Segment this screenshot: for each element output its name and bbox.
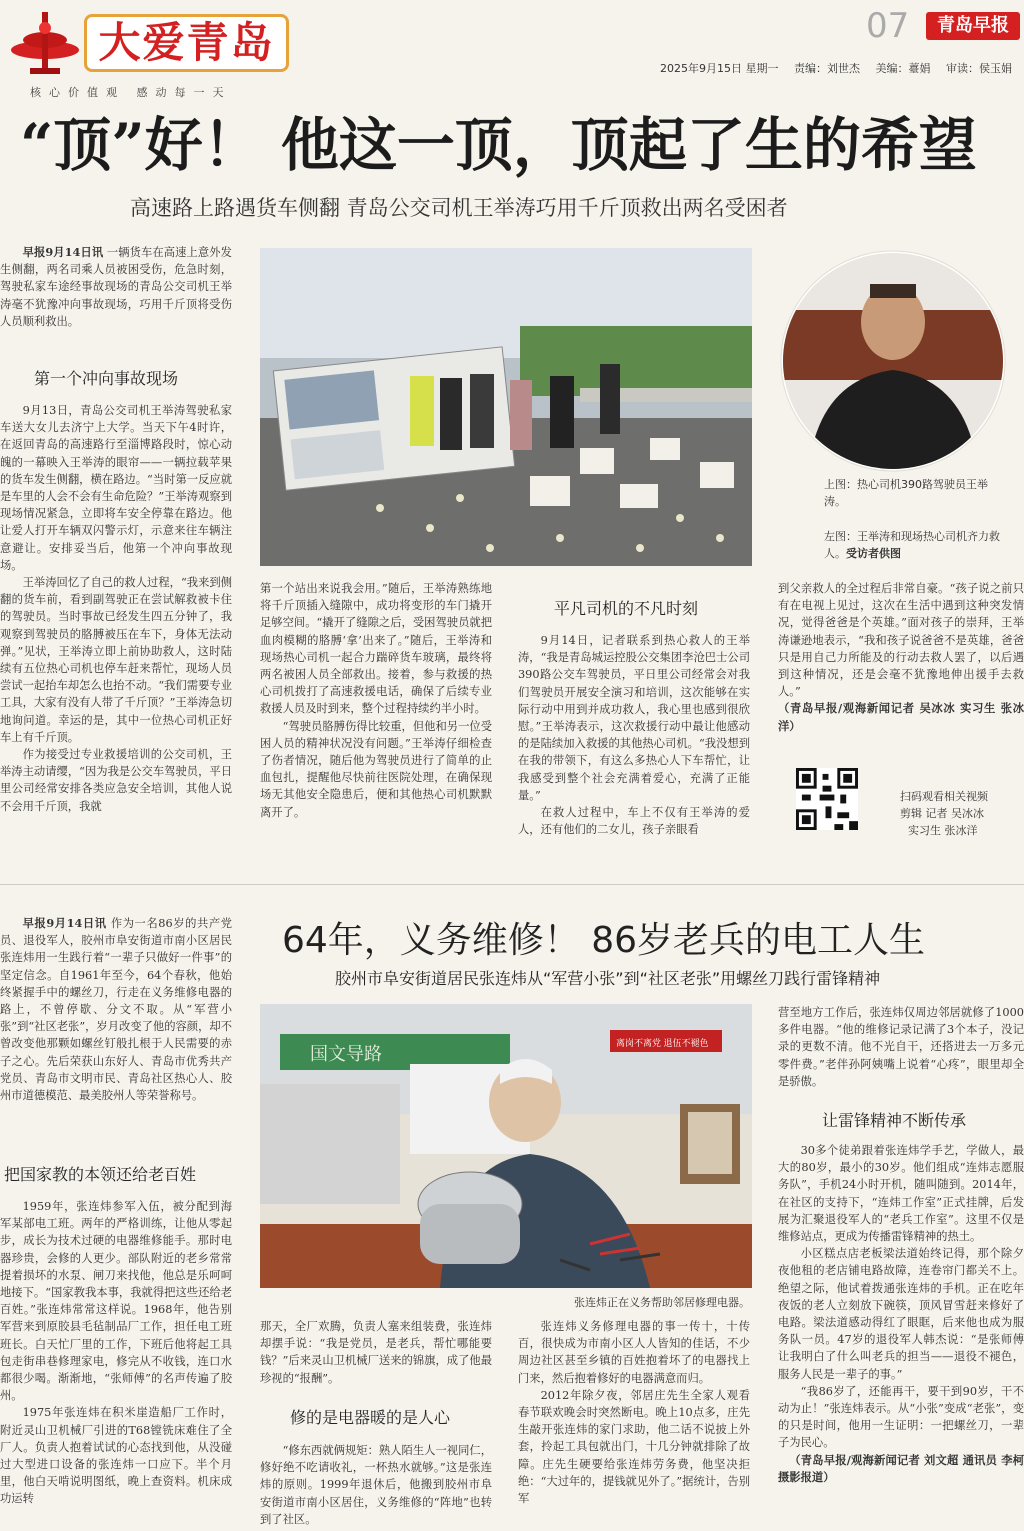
story1-intro: [0, 244, 232, 356]
qr-credit-2: 实习生 张冰洋: [908, 824, 978, 837]
story2-paragraph: “我86岁了，还能再干，要干到90岁，干不动为止！”张连炜表示。从“小张”变成“老张”，变的只是时间，他用一生证明：一把螺丝刀，一辈子为民心。: [778, 1384, 1024, 1450]
qr-code-icon[interactable]: [796, 768, 858, 830]
story1-paragraph: 到父亲救人的全过程后非常自豪。“孩子说之前只有在电视上见过，这次在生活中遇到这种突发情况，觉得爸爸是个英雄。”面对孩子的崇拜，王举涛谦逊地表示，“我和孩子说爸爸不是英雄，爸爸只是用自己力所能及的行动去救人罢了，以后遇到这种情况，还是会毫不犹豫地伸出援手去救人。”: [778, 582, 1024, 699]
editor-credit: 责编：刘世杰: [794, 62, 860, 75]
story1-subhead-1: 第一个冲向事故现场: [34, 369, 179, 388]
story2-paragraph: 2012年除夕夜，邻居庄先生全家人观看春节联欢晚会时突然断电。晚上10点多，庄先生敲开张连炜的家门求助，他二话不说披上外套，拎起工具包就出门，十几分钟就排除了故障。庄先生硬要给张连炜劳务费，他坚决拒绝：“大过年的，提钱就见外了。”据统计，告别军: [518, 1388, 750, 1506]
story2-paragraph: 营至地方工作后，张连炜仅周边邻居就修了1000多件电器。“他的维修记录记满了3个本子，没记录的更数不清。他不光自干，还搭进去一万多元零件费。”老伴孙阿姨嘴上说着“心疼”，眼里却全是骄傲。: [778, 1006, 1024, 1088]
story2-intro: [0, 915, 232, 1155]
repairman-photo: [260, 1004, 752, 1288]
story2-col2-body-a: [260, 1318, 492, 1388]
story2-col4-body-a: [778, 1004, 1024, 1092]
scene-caption: [824, 528, 1014, 562]
story1-subheadline: 高速路上路遇货车侧翻 青岛公交司机王举涛巧用千斤顶救出两名受困者: [130, 196, 788, 220]
story1-paragraph: “驾驶员胳膊伤得比较重，但他和另一位受困人员的精神状况没有问题。”王举涛仔细检查了伤者情况，随后他为驾驶员进行了简单的止血包扎，提醒他尽快前往医院处理，在确保现场无其他安全隐患后，便和其他热心司机默默离开了。: [260, 719, 492, 819]
story2-paragraph: 张连炜义务修理电器的事一传十，十传百，很快成为市南小区人人皆知的佳话，不少周边社区甚至乡镇的百姓抱着坏了的电器找上门来，然后抱着修好的电器满意而归。: [518, 1320, 750, 1385]
story2-paragraph: 小区糕点店老板梁法道始终记得，那个除夕夜他租的老店铺电路故障，连卷帘门都关不上。绝望之际，他试着拨通张连炜的手机。正在吃年夜饭的老人立刻放下碗筷，顶风冒雪赶来修好了电路。梁法道感动得红了眼眶，后来他也成为服务队一员。47岁的退役军人韩杰说：“是张师傅让我明白了什么叫老兵的担当——退役不褪色，服务人民是一辈子的事。”: [778, 1247, 1024, 1381]
story2-intro-text: 作为一名86岁的共产党员、退役军人，胶州市阜安街道市南小区居民张连炜用一生践行着“一辈子只做好一件事”的坚定信念。自1961年至今，64个春秋，他始终紧握手中的螺丝刀，行走在义务维修电器的路上，不曾停歇、分文不取。从“军营小张”到“社区老张”，岁月改变了他的容颜，却不曾改变他那颗如螺丝钉般扎根于人民需要的赤子之心。先后荣获山东好人、青岛市优秀共产党员、青岛市文明市民、青岛社区热心人、胶州市道德模范、最美胶州人等荣誉称号。: [0, 917, 232, 1103]
story2-col2-body-b: [260, 1442, 492, 1531]
story1-paragraph: 王举涛回忆了自己的救人过程，“我来到侧翻的货车前，看到副驾驶正在尝试解救被卡住的驾驶员。当时事故已经发生四五分钟了，我观察到驾驶员的胳膊被压在车下，身体无法动弹。”见状，王举涛立即上前协助救人，这时陆续有五位热心司机也停车赶来帮忙，现场人员尝试一起抬车却怎么也抬不动。“我们需要专业工具，大家有没有人带了千斤顶？”王举涛急切地询问道。幸运的是，其中一位热心司机正好车上有千斤顶。: [0, 576, 232, 744]
story1-col1-body: [0, 402, 232, 864]
story2-paragraph: 1959年，张连炜参军入伍，被分配到海军某部电工班。两年的严格训练，让他从零起步，成长为技术过硬的电器维修能手。那时电器珍贵，会修的人更少。部队附近的老乡常常提着损坏的水泵、闸刀来找他，他总是乐呵呵地接下。“国家教我本事，我就得把这些还给老百姓。”张连炜常常这样说。1968年，他告别军营来到原胶县毛毡制品厂工作，担任电工班班长。白天忙厂里的工作，下班后他将起工具包走街串巷修理家电，修完从不收钱，连口水都很少喝。渐渐地，“张师傅”的名声传遍了胶州。: [0, 1200, 232, 1403]
story1-intro-text: 一辆货车在高速上意外发生侧翻，两名司乘人员被困受伤，危急时刻，驾驶私家车途经事故现场的青岛公交司机王举涛毫不犹豫冲向事故现场，巧用千斤顶将受伤人员顺利救出。: [0, 246, 232, 328]
story1-dateline-lead: 早报9月14日讯: [22, 245, 104, 259]
story2-col1-body: [0, 1198, 232, 1531]
story2-paragraph: 30多个徒弟跟着张连炜学手艺，学做人，最大的80岁，最小的30岁。他们组成“连炜志愿服务队”，手机24小时开机，随叫随到。2014年，在社区的支持下，“连炜工作室”正式挂牌，后发展为汇聚退役军人的“老兵工作室”。这里不仅是维修站点，更成为传播雷锋精神的热土。: [778, 1144, 1024, 1244]
newspaper-brand: 青岛早报: [926, 12, 1020, 40]
photo-sign-text-2: 离岗不离党 退伍不褪色: [616, 1038, 709, 1048]
accident-scene-photo: [260, 248, 752, 566]
story2-paragraph: 1975年张连炜在积米崖造船厂工作时，附近灵山卫机械厂引进的T68镗铣床难住了全厂人。负责人抱着试试的心态找到他，从没碰过大型进口设备的张连炜一口应下。半个月里，他白天啃说明图纸，晚上查资料。机床成功运转: [0, 1406, 232, 1506]
story1-paragraph: 第一个站出来说我会用。”随后，王举涛熟练地将千斤顶插入缝隙中，成功将变形的车门撬开足够空间。“撬开了缝隙之后，受困驾驶员就把血肉模糊的胳膊‘拿’出来了。”随后，王举涛和现场热心司机一起合力踹碎货车玻璃，最终将两名被困人员全部救出。接着，参与救援的热心司机拨打了高速救援电话，确保了后续专业救援人员及时到来，整个过程持续约半小时。: [260, 582, 492, 716]
issue-date: 2025年9月15日 星期一: [660, 62, 779, 75]
driver-portrait-photo: [778, 250, 1008, 472]
story2-subhead-3: 让雷锋精神不断传承: [822, 1111, 967, 1130]
designer-credit: 美编：薹娟: [875, 62, 931, 75]
story2-paragraph: 那天，全厂欢腾，负责人塞来组装费，张连炜却摆手说：“我是党员，是老兵，帮忙哪能要钱？”后来灵山卫机械厂送来的锦旗，成了他最珍视的“报酬”。: [260, 1320, 492, 1385]
story1-subhead-2: 平凡司机的不凡时刻: [554, 599, 699, 618]
story2-photo-caption: 张连炜正在义务帮助邻居修理电器。: [574, 1296, 750, 1309]
story2-paragraph: “修东西就俩规矩：熟人陌生人一视同仁，修好绝不吃请收礼，一杯热水就够。”这是张连炜的原则。1999年退休后，他搬到胶州市阜安街道市南小区居住，义务维修的“阵地”也转到了社区。: [260, 1444, 492, 1526]
story2-reporter-credit: （青岛早报/观海新闻记者 刘文超 通讯员 李柯 摄影报道）: [778, 1452, 1024, 1484]
photo-sign-text-1: 国文导路: [310, 1044, 382, 1064]
page-number: 07: [866, 6, 910, 46]
story1-paragraph: 9月13日，青岛公交司机王举涛驾驶私家车送大女儿去济宁上大学。当天下午4时许，在返回青岛的高速路行至淄博路段时，惊心动魄的一幕映入王举涛的眼帘——一辆拉载苹果的货车发生侧翻，横在路边。“当时第一反应就是车里的人会不会有生命危险？”王举涛观察到现场情况紧急，立即将车安全停靠在路边。他让爱人打开车辆双闪警示灯，示意来往车辆注意避让。安排妥当后，他第一个冲向事故现场。: [0, 404, 232, 572]
story1-paragraph: 9月14日，记者联系到热心救人的王举涛，“我是青岛城运控股公交集团李沧巴士公司390路公交车驾驶员，平日里公司经常会对我们驾驶员开展安全演习和培训，这次能够在实际行动中用到并成功救人，我心里也感到很欣慰。”王举涛表示，这次救援行动中最让他感动的是陆续加入救援的其他热心司机。“我没想到在我的带领下，有这么多热心人下车帮忙，让我感受到整个社会充满着爱心，充满了正能量。”: [518, 634, 750, 802]
story2-col4-body-b: [778, 1142, 1024, 1531]
story1-col3-body: [518, 632, 750, 864]
story1-headline: “顶”好！ 他这一顶，顶起了生的希望: [20, 111, 977, 179]
story2-col3-body: [518, 1318, 750, 1531]
dateline: [660, 60, 1024, 76]
scene-caption-text: 左图：王举涛和现场热心司机齐力救人。: [824, 530, 1000, 560]
photo-provider-credit: 受访者供图: [846, 547, 901, 560]
qingdao-tower-icon: [8, 6, 82, 80]
column-logo: 大爱青岛: [84, 14, 289, 72]
qr-text: 扫码观看相关视频: [900, 790, 988, 803]
story1-col2-body: [260, 580, 492, 864]
story1-reporter-credit: （青岛早报/观海新闻记者 吴冰冰 实习生 张冰洋）: [778, 701, 1024, 733]
story-divider: [0, 884, 1024, 885]
story2-subhead-1: 把国家教的本领还给老百姓: [4, 1165, 197, 1184]
qr-instructions: [900, 788, 1024, 839]
story2-subhead-2: 修的是电器暖的是人心: [290, 1408, 451, 1427]
portrait-caption: 上图：热心司机390路驾驶员王举涛。: [824, 478, 988, 508]
story1-col4-body: [778, 580, 1024, 740]
story1-paragraph: 作为接受过专业救援培训的公交司机，王举涛主动请缨，“因为我是公交车驾驶员，平日里公司经常安排各类应急安全培训，其他人说不会用千斤顶，我就: [0, 748, 232, 813]
qr-credit-1: 剪辑 记者 吴冰冰: [900, 807, 984, 820]
proofreader-credit: 审读：侯玉娟: [946, 62, 1012, 75]
column-slogan: 核心价值观 感动每一天: [30, 86, 232, 99]
story2-headline: 64年，义务维修！ 86岁老兵的电工人生: [282, 920, 926, 961]
story2-dateline-lead: 早报9月14日讯: [22, 916, 107, 930]
story2-subheadline: 胶州市阜安街道居民张连炜从“军营小张”到“社区老张”用螺丝刀践行雷锋精神: [335, 969, 881, 988]
story1-paragraph: 在救人过程中，车上不仅有王举涛的爱人，还有他们的二女儿，孩子亲眼看: [518, 806, 750, 837]
